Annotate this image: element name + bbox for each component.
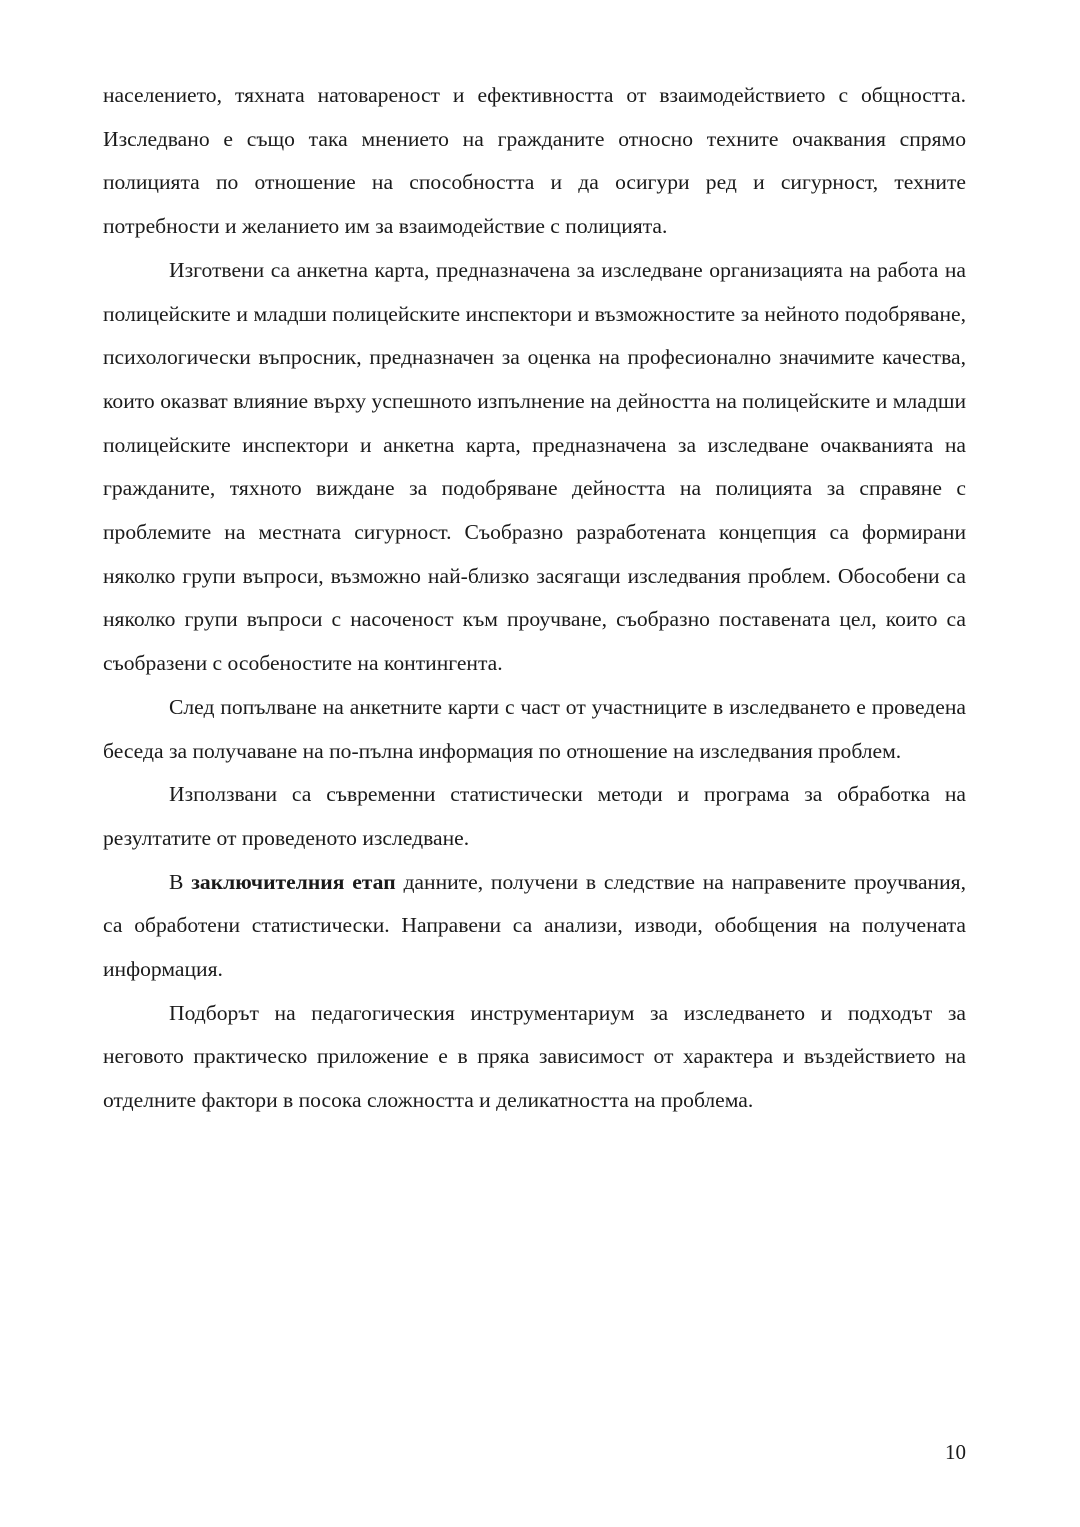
page-number: 10 — [945, 1440, 966, 1464]
paragraph-questionnaires: Изготвени са анкетна карта, предназначена за изследване организацията на работа на полицейските и младши полицейските инспектори и възможностите за нейното подобряване, психологически въпросник, предназначен за оценка на професионално значимите качества, които оказват влияние върху успешното изпълнение на дейността на полицейските и младши полицейските инспектори и анкетна карта, предназначена за изследване очакванията на гражданите, тяхното виждане за подобряване дейността на полицията за справяне с проблемите на местната сигурност. Съобразно разработената концепция са формирани няколко групи въпроси, възможно най-близко засягащи изследвания проблем. Обособени са няколко групи въпроси с насоченост към проучване, съобразно поставената цел, които са съобразени с особеностите на контингента. — [103, 257, 966, 676]
final-stage-prefix: В — [169, 869, 192, 894]
paragraph-population-continuation: населението, тяхната натовареност и ефективността от взаимодействието с общността. Изследвано е също така мнението на гражданите относно техните очаквания спрямо полицията по отношение на способността и да осигури ред и сигурност, техните потребности и желанието им за взаимодействие с полицията. — [103, 83, 966, 239]
page-body — [103, 74, 966, 1123]
paragraph-interview: След попълване на анкетните карти с част от участниците в изследването е проведена беседа за получаване на по-пълна информация по отношение на изследвания проблем. — [103, 694, 966, 763]
paragraph-final-stage — [103, 861, 966, 992]
paragraph-statistical-methods: Използвани са съвременни статистически методи и програма за обработка на резултатите от проведеното изследване. — [103, 782, 966, 850]
final-stage-suffix: данните, получени в следствие на направените проучвания, са обработени статистически. Направени са анализи, изводи, обобщения на получената информация. — [103, 869, 966, 982]
final-stage-bold-term: заключителния етап — [191, 869, 396, 894]
paragraph-instrumentarium: Подборът на педагогическия инструментариум за изследването и подходът за неговото практическо приложение е в пряка зависимост от характера и въздействието на отделните фактори в посока сложността и деликатността на проблема. — [103, 1000, 966, 1113]
